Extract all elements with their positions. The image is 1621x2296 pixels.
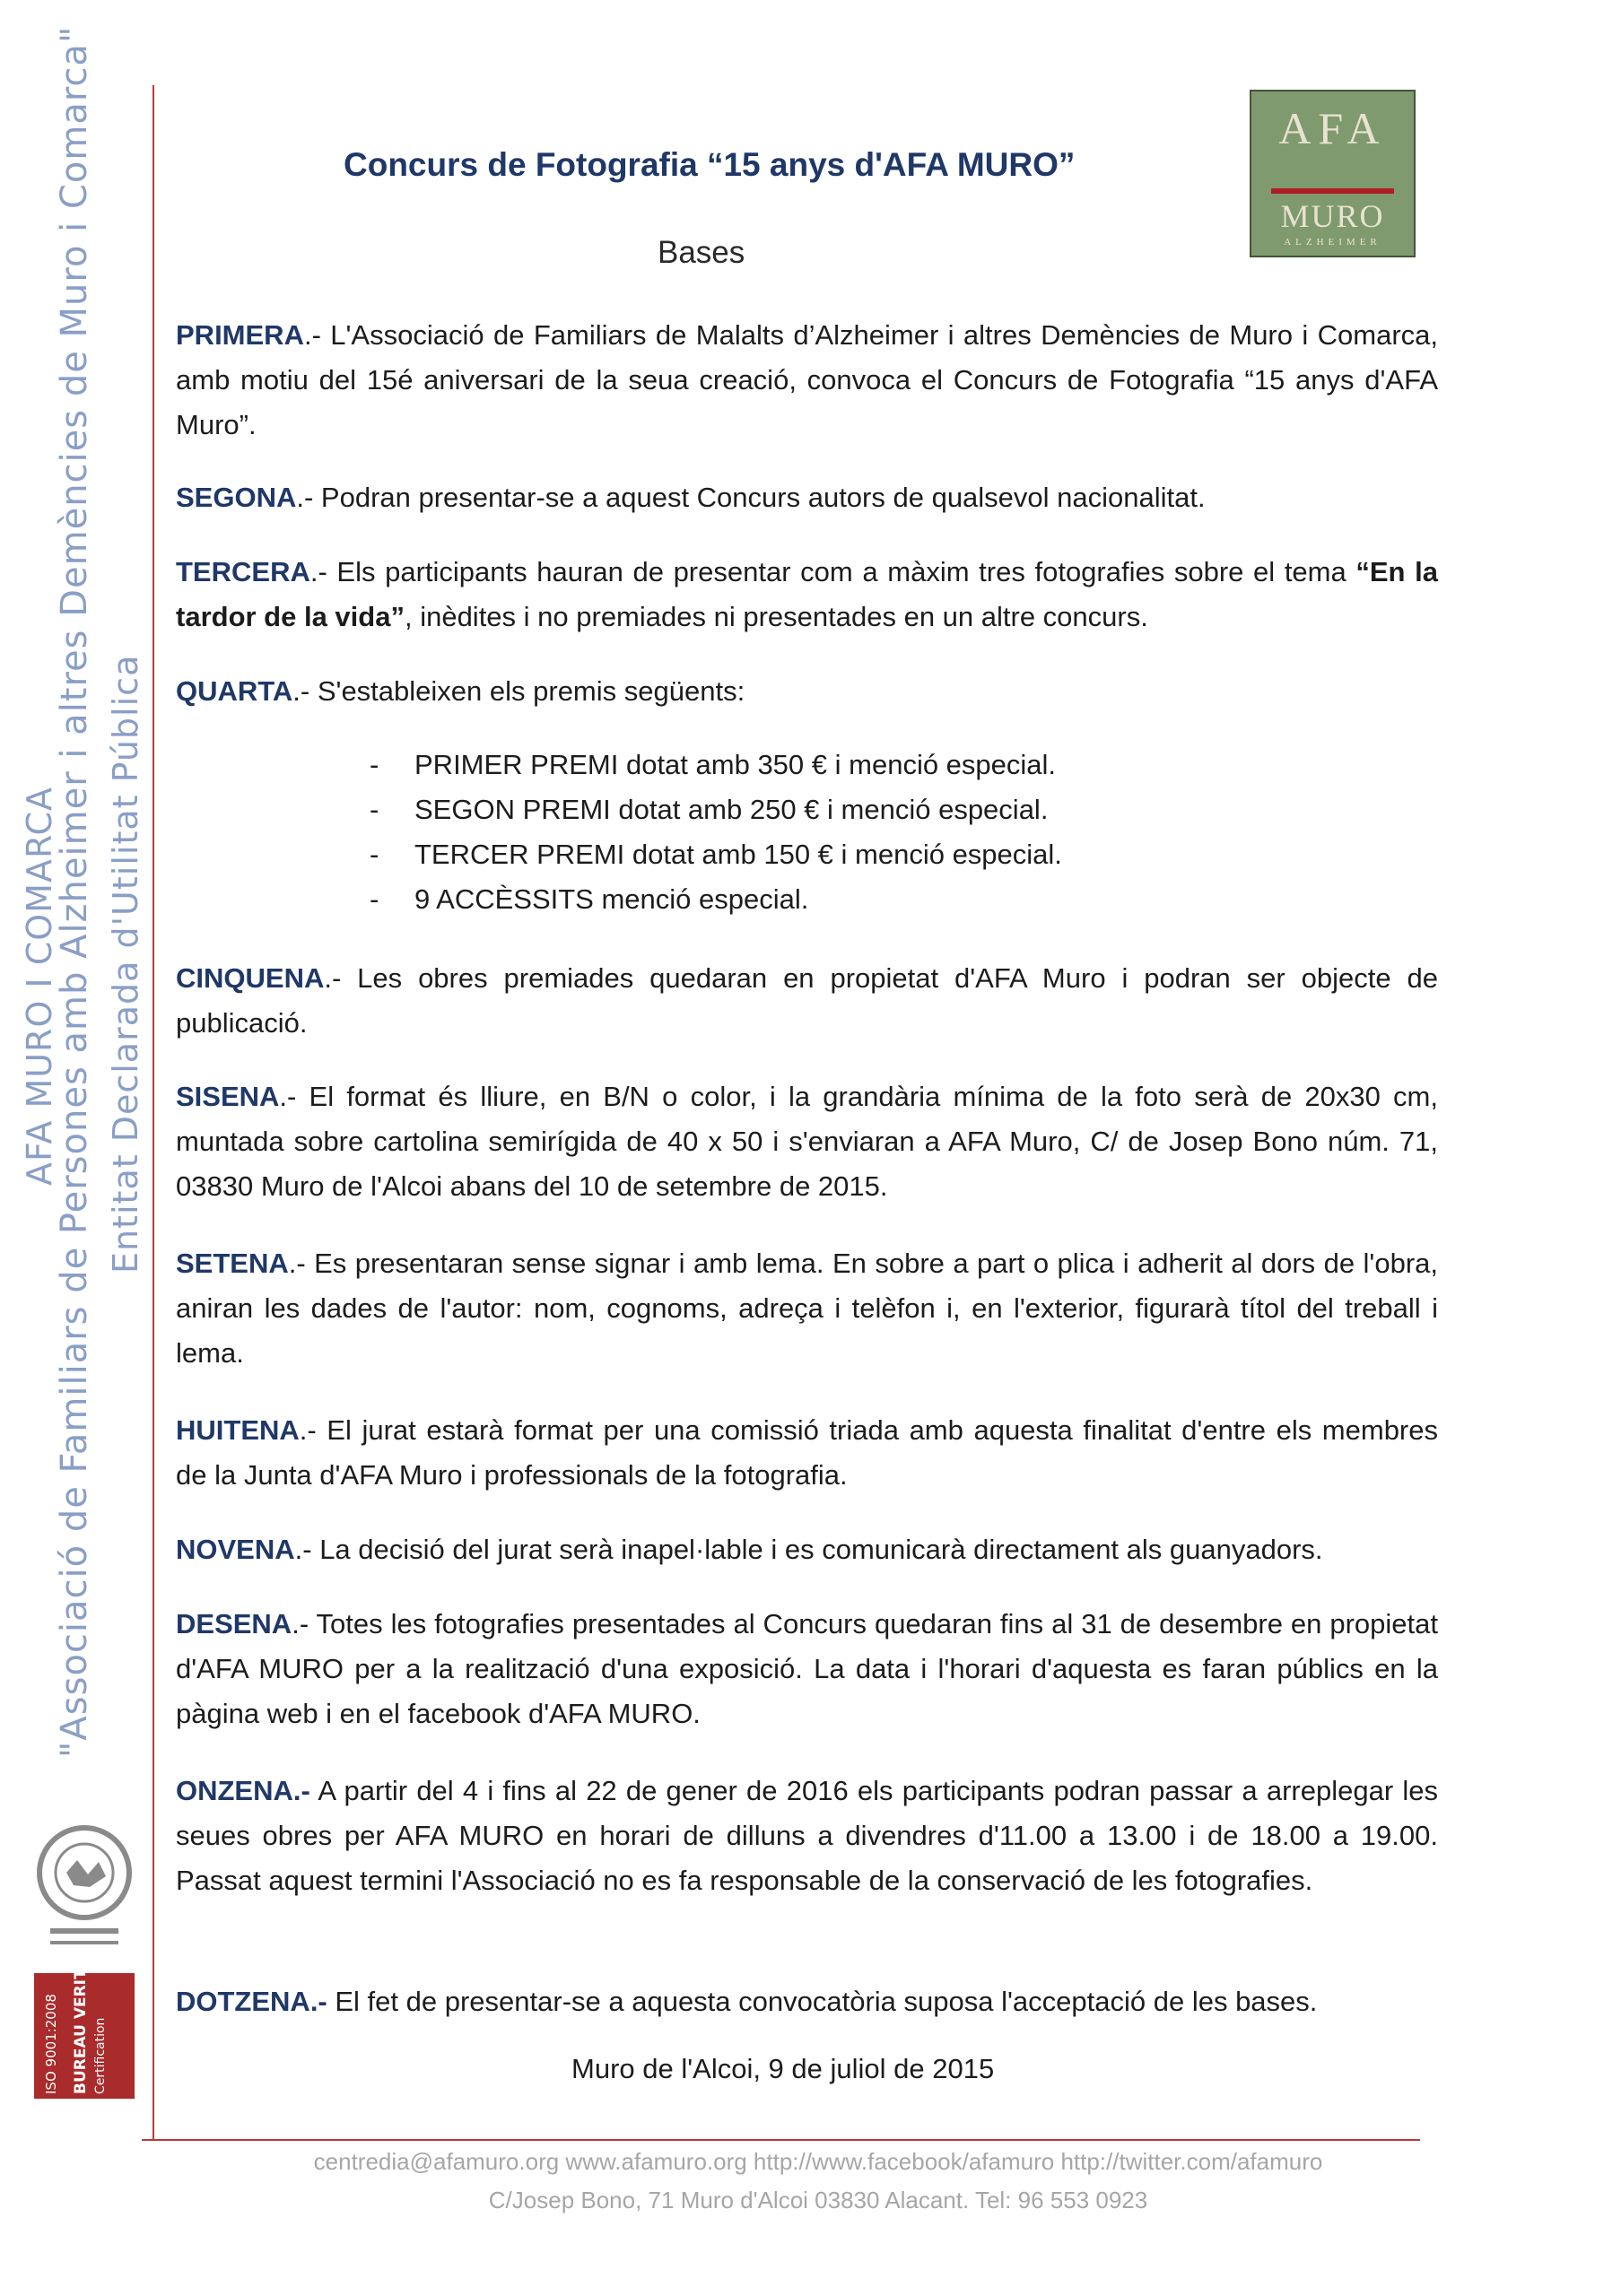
list-item: - TERCER PREMI dotat amb 150 € i menció especial. — [370, 832, 1062, 877]
iso-label: ISO 9001:2008 — [43, 1994, 59, 2094]
clause-text: .- Es presentaran sense signar i amb lema. En sobre a part o plica i adherit al dors de l'obra, aniran les dades de l'autor: nom, cognoms, adreça i telèfon i, en l'exterior, figurarà títol del treball i lema. — [176, 1248, 1438, 1369]
clause-text: .- Podran presentar-se a aquest Concurs autors de qualsevol nacionalitat. — [296, 482, 1206, 513]
afa-muro-logo — [1250, 90, 1416, 257]
clause-text: .- La decisió del jurat serà inapel·lable i es comunicarà directament als guanyadors. — [294, 1534, 1323, 1565]
clause-label: SEGONA — [176, 482, 297, 513]
bureau-veritas-seal — [34, 1821, 135, 1966]
clause-segona — [176, 475, 1438, 520]
clause-text: .- Els participants hauran de presentar com a màxim tres fotografies sobre el tema — [309, 556, 1356, 587]
clause-label: TERCERA — [176, 556, 310, 587]
clause-quarta — [176, 669, 1438, 714]
certification-label: Certification — [93, 2017, 108, 2094]
side-text-full-name: "Associació de Familiars de Persones amb Alzheimer i altres Demències de Muro i Comarca" — [54, 25, 95, 1758]
clause-text: , inèdites i no premiades ni presentades en un altre concurs. — [404, 601, 1148, 632]
clause-text: .- S'estableixen els premis següents: — [292, 675, 745, 707]
side-text-org: AFA MURO I COMARCA — [20, 787, 59, 1186]
clause-text: .- Totes les fotografies presentades al Concurs quedaran fins al 31 de desembre en propietat d'AFA MURO per a la realització d'una exposició. La data i l'horari d'aquesta es faran públics en la pàgina web i en el facebook d'AFA MURO. — [176, 1608, 1438, 1729]
clause-label: HUITENA — [176, 1414, 300, 1446]
clause-desena — [176, 1602, 1438, 1736]
document-title: Concurs de Fotografia “15 anys d'AFA MURO” — [344, 146, 1076, 183]
footer-contact-links: centredia@afamuro.org www.afamuro.org http://www.facebook/afamuro http://twitter.com/afamuro — [313, 2148, 1323, 2175]
clause-text: El fet de presentar-se a aquesta convocatòria suposa l'acceptació de les bases. — [327, 1986, 1318, 2017]
logo-afa-text: AFA — [1278, 103, 1387, 153]
clause-text: .- L'Associació de Familiars de Malalts d’Alzheimer i altres Demències de Muro i Comarca, amb motiu del 15é aniversari de la seua creació, convoca el Concurs de Fotografia “15 anys d'AFA Muro”. — [176, 319, 1438, 440]
logo-red-bar — [1271, 188, 1394, 194]
clause-sisena — [176, 1074, 1438, 1209]
left-border-line — [153, 85, 154, 2139]
clause-cinquena — [176, 956, 1438, 1046]
clause-label: ONZENA.- — [176, 1775, 310, 1806]
clause-label: PRIMERA — [176, 319, 304, 351]
clause-label: DOTZENA.- — [176, 1986, 327, 2017]
list-item: - SEGON PREMI dotat amb 250 € i menció especial. — [370, 787, 1062, 832]
clause-text: .- Les obres premiades quedaran en propietat d'AFA Muro i podran ser objecte de publicació. — [176, 962, 1438, 1039]
footer-address: C/Josep Bono, 71 Muro d'Alcoi 03830 Alacant. Tel: 96 553 0923 — [488, 2187, 1148, 2213]
clause-theme: “En la tardor de la vida” — [176, 556, 1438, 632]
clause-onzena — [176, 1769, 1438, 1903]
clause-setena — [176, 1241, 1438, 1376]
clause-tercera — [176, 550, 1438, 639]
clause-primera — [176, 313, 1438, 448]
clause-label: CINQUENA — [176, 962, 325, 994]
clause-text: .- El format és lliure, en B/N o color, i la grandària mínima de la foto serà de 20x30 cm, muntada sobre cartolina semirígida de 40 x 50 i s'enviaran a AFA Muro, C/ de Josep Bono núm. 71, 03830 Muro de l'Alcoi abans del 10 de setembre de 2015. — [176, 1081, 1438, 1202]
clause-label: SETENA — [176, 1248, 289, 1279]
bottom-border-line — [142, 2139, 1420, 2141]
clause-huitena — [176, 1408, 1438, 1498]
clause-label: DESENA — [176, 1608, 292, 1639]
clause-label: NOVENA — [176, 1534, 295, 1565]
logo-alzheimer-text: ALZHEIMER — [1284, 237, 1381, 248]
list-item: - 9 ACCÈSSITS menció especial. — [370, 877, 1062, 922]
clause-label: QUARTA — [176, 675, 293, 707]
logo-muro-text: MURO — [1280, 198, 1385, 234]
list-item: - PRIMER PREMI dotat amb 350 € i menció especial. — [370, 743, 1062, 787]
clause-text: .- El jurat estarà format per una comissió triada amb aquesta finalitat d'entre els membres de la Junta d'AFA Muro i professionals de la fotografia. — [176, 1414, 1438, 1491]
side-text-entity: Entitat Declarada d'Utilitat Pública — [106, 654, 145, 1274]
clause-novena — [176, 1527, 1438, 1572]
clause-label: SISENA — [176, 1081, 280, 1112]
clause-dotzena — [176, 1979, 1438, 2024]
clause-text: A partir del 4 i fins al 22 de gener de 2016 els participants podran passar a arreplegar les seues obres per AFA MURO en horari de dilluns a divendres d'11.00 a 13.00 i de 18.00 a 19.00. Passat aquest termini l'Associació no es fa responsable de la conservació de les fotografies. — [176, 1775, 1438, 1896]
bureau-veritas-label: BUREAU VERITAS — [72, 1947, 90, 2094]
prize-list — [370, 743, 1062, 922]
date-place-signature: Muro de l'Alcoi, 9 de juliol de 2015 — [571, 2053, 995, 2084]
document-subtitle: Bases — [658, 235, 745, 270]
